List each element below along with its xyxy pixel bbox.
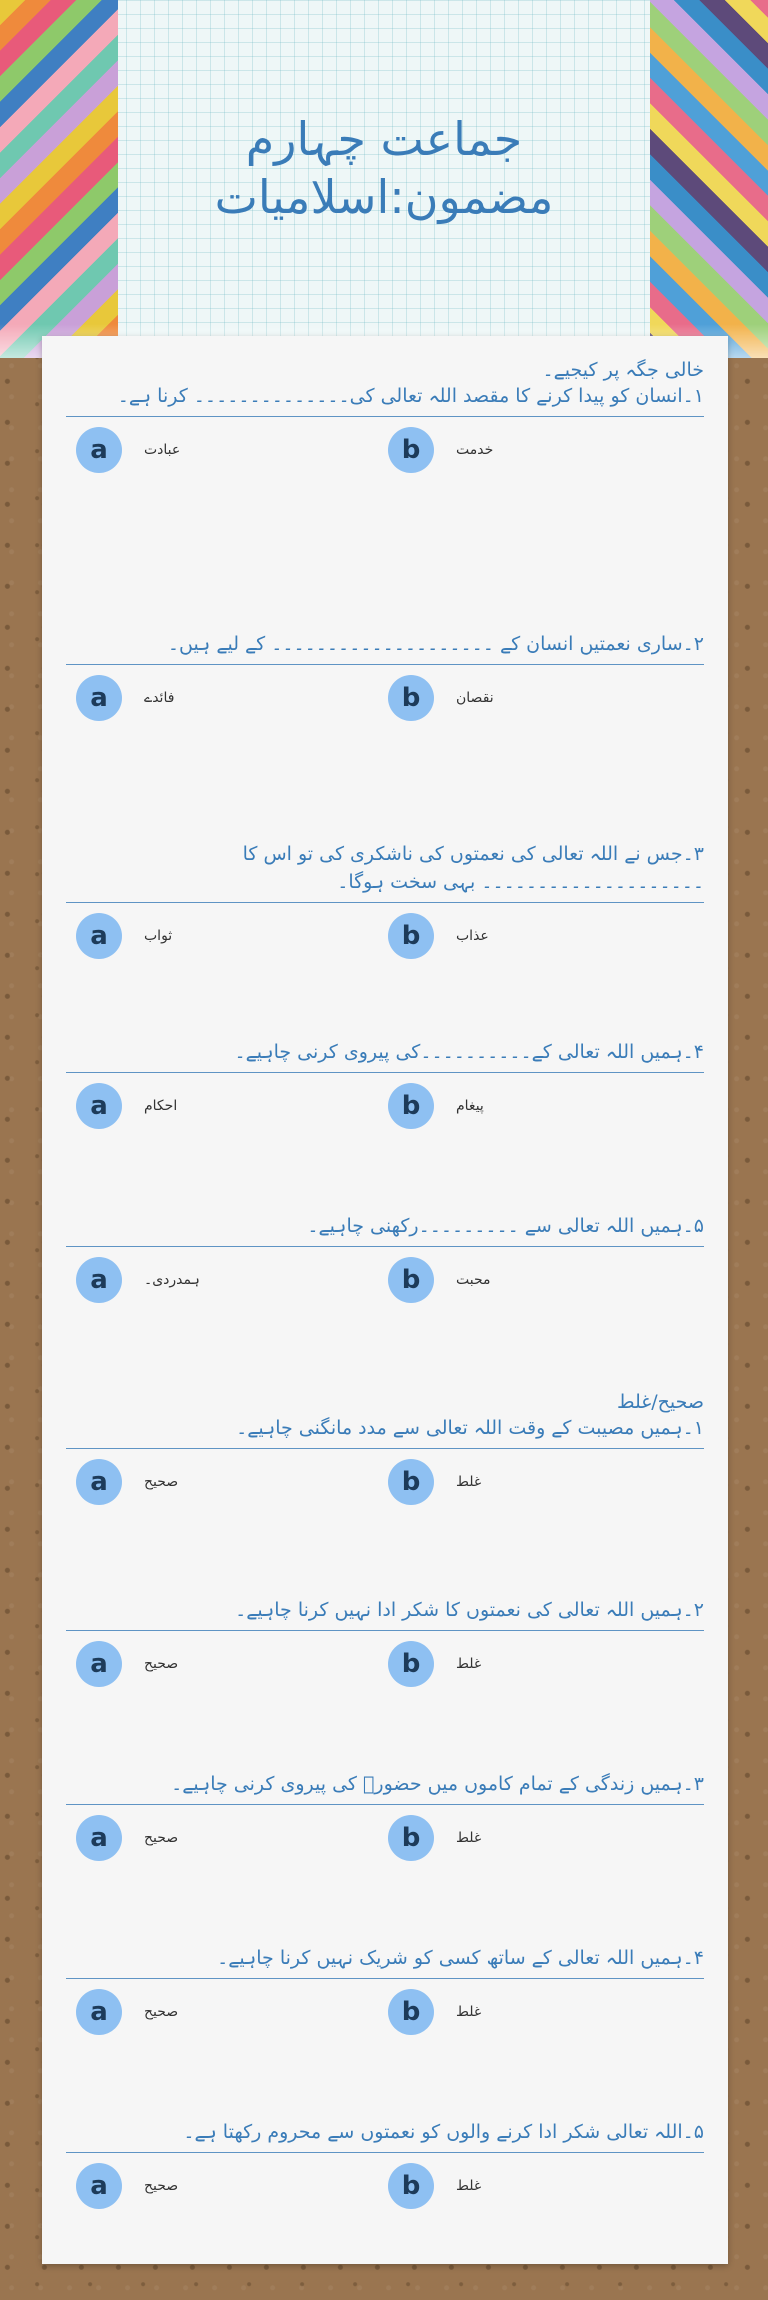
question-block <box>66 840 704 963</box>
option-a-badge: a <box>76 1641 122 1687</box>
question-text: ۴۔ہمیں اللہ تعالی کے ساتھ کسی کو شریک نہیں کرنا چاہیے۔ <box>217 1947 704 1969</box>
header-banner <box>0 0 768 358</box>
options-row <box>66 427 704 477</box>
decorative-stripe-right <box>650 0 768 358</box>
option-b-label: غلط <box>456 2178 482 2194</box>
question-text: ۳۔جس نے اللہ تعالی کی نعمتوں کی ناشکری کی تو اس کا ۔۔۔۔۔۔۔۔۔۔۔۔۔۔۔۔۔۔۔۔ بہی سخت ہوگا۔ <box>242 843 704 893</box>
option-b[interactable] <box>388 675 494 721</box>
question-block <box>66 1944 704 2039</box>
question-text: ۲۔ساری نعمتیں انسان کے ۔۔۔۔۔۔۔۔۔۔۔۔۔۔۔۔۔۔۔۔ کے لیے ہیں۔ <box>167 633 704 655</box>
option-a-badge: a <box>76 1459 122 1505</box>
section-label-true-false: صحیح/غلط <box>616 1391 704 1413</box>
option-a-label: صحیح <box>144 1656 179 1672</box>
question-block <box>66 630 704 725</box>
options-row <box>66 1641 704 1691</box>
option-a[interactable] <box>76 1815 178 1861</box>
option-a-badge: a <box>76 2163 122 2209</box>
title-line-2: مضمون:اسلامیات <box>214 170 554 224</box>
question-block <box>66 2118 704 2213</box>
question-text: ۵۔اللہ تعالی شکر ادا کرنے والوں کو نعمتوں سے محروم رکھتا ہے۔ <box>183 2121 704 2143</box>
option-a-badge: a <box>76 1083 122 1129</box>
option-a-label: احکام <box>144 1098 178 1114</box>
options-row <box>66 2163 704 2213</box>
option-a[interactable] <box>76 913 172 959</box>
option-a[interactable] <box>76 427 180 473</box>
option-b-label: غلط <box>456 1656 482 1672</box>
option-b[interactable] <box>388 913 489 959</box>
option-a[interactable] <box>76 2163 178 2209</box>
question-text: ۱۔ہمیں مصیبت کے وقت اللہ تعالی سے مدد مانگنی چاہیے۔ <box>236 1417 704 1439</box>
question-block <box>66 1212 704 1307</box>
option-b[interactable] <box>388 427 493 473</box>
option-b-badge: b <box>388 427 434 473</box>
question-text: ۵۔ہمیں اللہ تعالی سے ۔۔۔۔۔۔۔۔۔رکھنی چاہیے۔ <box>307 1215 704 1237</box>
option-b-label: محبت <box>456 1272 491 1288</box>
options-row <box>66 1257 704 1307</box>
option-b-label: خدمت <box>456 442 494 458</box>
question-block <box>66 358 704 477</box>
option-b[interactable] <box>388 1459 481 1505</box>
option-b-badge: b <box>388 1257 434 1303</box>
divider <box>66 1448 704 1449</box>
option-a-label: فائدے <box>144 690 175 706</box>
option-a-badge: a <box>76 913 122 959</box>
question-text: ۳۔ہمیں زندگی کے تمام کاموں میں حضورؐ کی پیروی کرنی چاہیے۔ <box>171 1773 704 1795</box>
option-b[interactable] <box>388 1815 481 1861</box>
page-title <box>140 110 628 226</box>
option-b-badge: b <box>388 1083 434 1129</box>
decorative-stripe-left <box>0 0 118 358</box>
option-a[interactable] <box>76 1989 178 2035</box>
divider <box>66 1978 704 1979</box>
option-a[interactable] <box>76 1083 177 1129</box>
option-a-badge: a <box>76 1257 122 1303</box>
question-block <box>66 1596 704 1691</box>
option-b-badge: b <box>388 675 434 721</box>
option-b-label: غلط <box>456 1474 482 1490</box>
divider <box>66 664 704 665</box>
divider <box>66 1804 704 1805</box>
option-a-label: ہمدردی۔ <box>144 1272 200 1288</box>
option-a-badge: a <box>76 675 122 721</box>
option-b-badge: b <box>388 1459 434 1505</box>
question-text: ۱۔انسان کو پیدا کرنے کا مقصد اللہ تعالی کی۔۔۔۔۔۔۔۔۔۔۔۔۔۔ کرنا ہے۔ <box>117 385 704 407</box>
option-a[interactable] <box>76 1257 200 1303</box>
option-a-label: صحیح <box>144 1474 179 1490</box>
quiz-card <box>42 336 728 2264</box>
option-b-badge: b <box>388 913 434 959</box>
option-b[interactable] <box>388 1257 491 1303</box>
option-a[interactable] <box>76 675 174 721</box>
question-block <box>66 1770 704 1865</box>
divider <box>66 1630 704 1631</box>
question-text: ۲۔ہمیں اللہ تعالی کی نعمتوں کا شکر ادا نہیں کرنا چاہیے۔ <box>235 1599 704 1621</box>
option-b-badge: b <box>388 1989 434 2035</box>
question-block <box>66 1390 704 1509</box>
divider <box>66 2152 704 2153</box>
section-label-fill-blanks: خالی جگہ پر کیجیے۔ <box>542 359 704 381</box>
option-a-badge: a <box>76 1989 122 2035</box>
option-a-label: صحیح <box>144 2178 179 2194</box>
divider <box>66 416 704 417</box>
options-row <box>66 1083 704 1133</box>
options-row <box>66 1815 704 1865</box>
options-row <box>66 675 704 725</box>
option-a-label: صحیح <box>144 1830 179 1846</box>
option-a-badge: a <box>76 1815 122 1861</box>
option-b[interactable] <box>388 1989 481 2035</box>
option-b-label: پیغام <box>456 1098 484 1114</box>
option-b[interactable] <box>388 2163 481 2209</box>
option-a-label: عبادت <box>144 442 181 458</box>
option-b[interactable] <box>388 1641 481 1687</box>
options-row <box>66 913 704 963</box>
option-b-badge: b <box>388 1815 434 1861</box>
divider <box>66 1072 704 1073</box>
option-a[interactable] <box>76 1459 178 1505</box>
option-a-label: صحیح <box>144 2004 179 2020</box>
title-line-1: جماعت چہارم <box>245 112 523 166</box>
option-b-badge: b <box>388 1641 434 1687</box>
options-row <box>66 1459 704 1509</box>
question-block <box>66 1038 704 1133</box>
option-b-label: غلط <box>456 1830 482 1846</box>
option-a-label: ثواب <box>144 928 173 944</box>
option-b-label: عذاب <box>456 928 489 944</box>
option-a[interactable] <box>76 1641 178 1687</box>
options-row <box>66 1989 704 2039</box>
divider <box>66 1246 704 1247</box>
option-a-badge: a <box>76 427 122 473</box>
option-b-label: غلط <box>456 2004 482 2020</box>
question-text: ۴۔ہمیں اللہ تعالی کے۔۔۔۔۔۔۔۔۔۔کی پیروی کرنی چاہیے۔ <box>234 1041 704 1063</box>
option-b[interactable] <box>388 1083 484 1129</box>
divider <box>66 902 704 903</box>
option-b-badge: b <box>388 2163 434 2209</box>
option-b-label: نقصان <box>456 690 494 706</box>
